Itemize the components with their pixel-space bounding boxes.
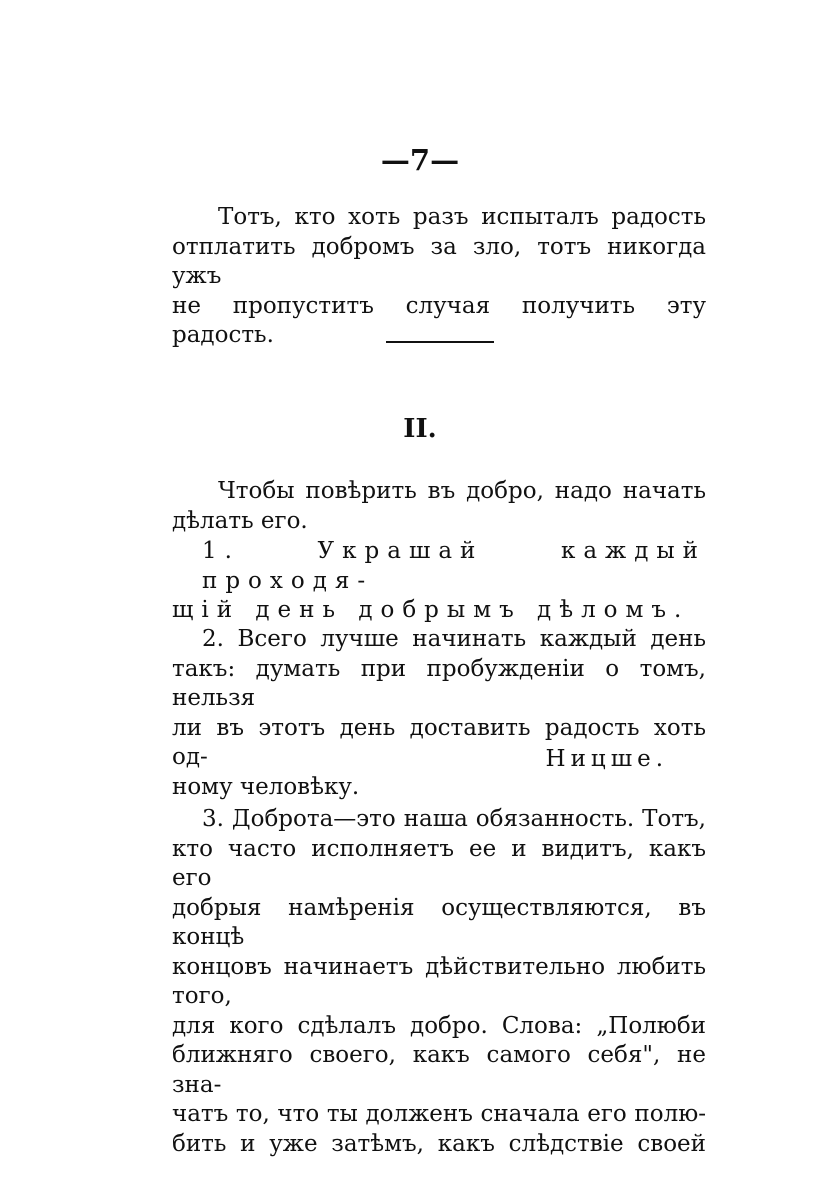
text-line: ному человѣку. xyxy=(172,773,360,800)
text-line: такъ: думать при пробужденіи о томъ, нельзя xyxy=(172,655,706,711)
author-signature: Ницше. xyxy=(545,746,668,772)
text-line: ближняго своего, какъ самого себя", не зна- xyxy=(172,1042,706,1098)
text-line: щій день добрымъ дѣломъ. xyxy=(172,597,690,623)
item-3-paragraph xyxy=(172,805,706,1159)
item-2-paragraph xyxy=(172,625,706,802)
text-line: 3. Доброта—это наша обязанность. Тотъ, xyxy=(202,806,706,832)
text-line: для кого сдѣлалъ добро. Слова: „Полюби xyxy=(172,1012,706,1039)
text-line: 1. Украшай каждый проходя- xyxy=(202,538,706,594)
text-line: ли въ этотъ день доставить радость хоть од- xyxy=(172,714,706,770)
item-1-paragraph xyxy=(172,537,706,626)
section-divider xyxy=(386,341,494,343)
intro-paragraph xyxy=(172,203,706,351)
page-number: —7— xyxy=(380,143,460,177)
text-line: концовъ начинаетъ дѣйствительно любить того, xyxy=(172,953,706,1009)
text-line: чатъ то, что ты долженъ сначала его полю- xyxy=(172,1101,706,1127)
text-line: не пропуститъ случая получить эту радость. xyxy=(172,292,706,348)
text-line: добрыя намѣренія осуществляются, въ концѣ xyxy=(172,894,706,950)
text-line: Тотъ, кто хоть разъ испыталъ радость xyxy=(218,204,706,230)
section-heading: II. xyxy=(403,414,437,444)
text-line: 2. Всего лучше начинать каждый день xyxy=(202,626,706,652)
text-line: отплатить добромъ за зло, тотъ никогда ужъ xyxy=(172,233,706,289)
text-line: Чтобы повѣрить въ добро, надо начать xyxy=(218,478,706,504)
text-line: дѣлать его. xyxy=(172,507,308,534)
section-intro-paragraph xyxy=(172,477,706,536)
text-line: кто часто исполняетъ ее и видитъ, какъ его xyxy=(172,835,706,891)
text-line: бить и уже затѣмъ, какъ слѣдствіе своей xyxy=(172,1130,706,1157)
